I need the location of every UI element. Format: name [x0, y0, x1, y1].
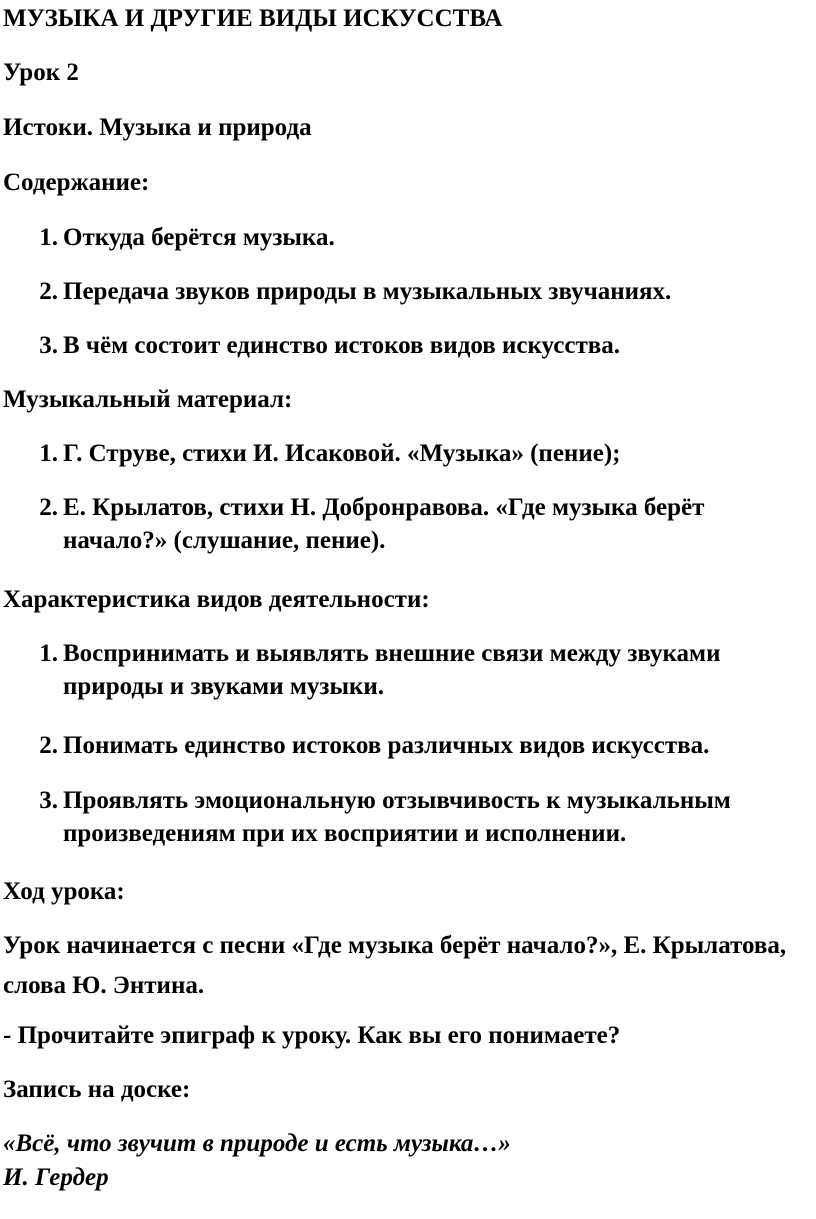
- material-item-1: [30, 437, 810, 470]
- list-number: 1.: [39, 640, 58, 667]
- list-text: Е. Крылатов, стихи Н. Добронравова. «Где музыка берёт начало?» (слушание, пение).: [63, 494, 705, 554]
- board-heading: Запись на доске:: [3, 1076, 191, 1103]
- lesson-topic: Истоки. Музыка и природа: [3, 114, 312, 141]
- list-text: Проявлять эмоциональную отзывчивость к музыкальным произведениям при их восприятии и исполнении.: [63, 787, 731, 847]
- activities-heading: Характеристика видов деятельности:: [3, 586, 430, 613]
- material-item-2: [30, 491, 810, 557]
- list-text: Откуда берётся музыка.: [63, 224, 335, 251]
- contents-item-2: [30, 275, 810, 308]
- lesson-flow-intro: Урок начинается с песни «Где музыка берёт начало?», Е. Крылатова, слова Ю. Энтина.: [3, 932, 787, 999]
- list-text: В чём состоит единство истоков видов искусства.: [63, 332, 620, 359]
- contents-item-1: [30, 221, 810, 254]
- list-number: 1.: [39, 440, 58, 467]
- contents-heading: Содержание:: [3, 169, 150, 196]
- list-number: 2.: [39, 732, 58, 759]
- activities-item-3: [30, 784, 810, 850]
- contents-item-3: [30, 329, 810, 362]
- list-text: Передача звуков природы в музыкальных звучаниях.: [63, 278, 672, 305]
- list-number: 3.: [39, 332, 58, 359]
- list-number: 3.: [39, 787, 58, 814]
- epigraph-author: И. Гердер: [3, 1164, 109, 1191]
- epigraph-question: - Прочитайте эпиграф к уроку. Как вы его понимаете?: [3, 1022, 621, 1049]
- list-number: 1.: [39, 224, 58, 251]
- list-number: 2.: [39, 494, 58, 521]
- list-text: Понимать единство истоков различных видов искусства.: [63, 732, 710, 759]
- lesson-flow-heading: Ход урока:: [3, 878, 125, 905]
- activities-item-2: [30, 729, 810, 762]
- document-title: МУЗЫКА И ДРУГИЕ ВИДЫ ИСКУССТВА: [3, 5, 503, 32]
- material-heading: Музыкальный материал:: [3, 386, 293, 413]
- list-number: 2.: [39, 278, 58, 305]
- list-text: Воспринимать и выявлять внешние связи между звуками природы и звуками музыки.: [63, 640, 721, 700]
- activities-item-1: [30, 637, 810, 703]
- lesson-number: Урок 2: [3, 59, 79, 86]
- list-text: Г. Струве, стихи И. Исаковой. «Музыка» (пение);: [63, 440, 621, 467]
- epigraph-quote: «Всё, что звучит в природе и есть музыка…»: [3, 1130, 511, 1157]
